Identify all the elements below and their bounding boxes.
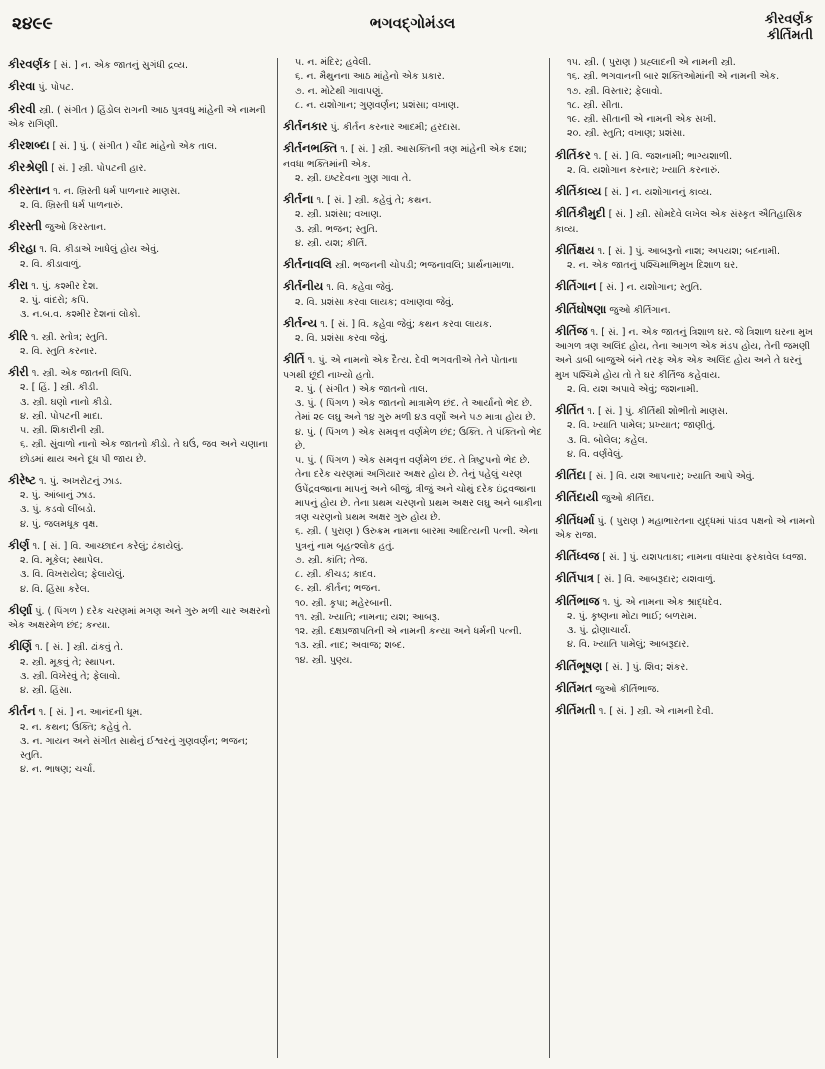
sense: ૧૯. સ્ત્રી. સીતાની એ નામની એક સખી. bbox=[567, 114, 717, 125]
headword: કીર્તિકૌમુદી bbox=[555, 206, 606, 221]
headword: કીરશ્રેણી bbox=[8, 160, 49, 175]
page-number: ૨૪૯૯ bbox=[12, 14, 53, 34]
sense: ૨. પું. કૃષ્ણના મોટા ભાઈ; બળરામ. bbox=[567, 610, 697, 622]
sense: ૨. વિ. યશોગાન કરનાર; ખ્યાતિ કરનારું. bbox=[567, 164, 721, 176]
entry-first-line bbox=[8, 78, 271, 95]
dictionary-entry bbox=[555, 467, 817, 484]
dictionary-entry bbox=[283, 351, 543, 668]
sense: ૨. સ્ત્રી. ઇષ્ટદેવના ગુણ ગાવા તે. bbox=[295, 172, 412, 184]
headword: કીર્તિદાયી bbox=[555, 490, 599, 505]
sense: ૧૩. સ્ત્રી. નાદ; અવાજ; શબ્દ. bbox=[295, 640, 406, 652]
dictionary-entry bbox=[555, 570, 817, 587]
dictionary-entry bbox=[8, 101, 271, 133]
sense: ૨. વિ. ખ્રિસ્તી ધર્મ પાળનારું. bbox=[20, 199, 124, 211]
headword: કીર્તનભક્તિ bbox=[283, 141, 338, 156]
headword: કીર્તિમતી bbox=[555, 703, 596, 717]
definition: [ સં. ] વિ. યશ આપનાર; ખ્યાતિ આપે એવું. bbox=[588, 471, 755, 482]
sense: ૪. વિ. ખ્યાતિ પામેલું; આબરૂદાર. bbox=[567, 639, 690, 651]
headword: કીરેષ્ટ bbox=[8, 472, 36, 487]
headword: કીર્ણા bbox=[8, 602, 33, 617]
dictionary-entry bbox=[555, 56, 817, 142]
sense: ૩. સ્ત્રી. ભજન; સ્તુતિ. bbox=[295, 223, 378, 235]
definition: ૧. [ સં. ] ન. આનંદની ધૂમ. bbox=[38, 707, 143, 719]
definition: [ સં. ] સ્ત્રી. સોમદેવે લખેલ એક સંસ્કૃત ઐતિહાસિક કાવ્ય. bbox=[555, 209, 803, 235]
headword: કીર્તિધર્મા bbox=[555, 512, 595, 527]
sense: ૧૫. સ્ત્રી. ( પુરાણ ) પ્રહ્લાદની એ નામની સ્ત્રી. bbox=[567, 57, 736, 68]
dictionary-entry bbox=[8, 472, 271, 532]
definition: [ સં. ] પું. શિવ; શંકર. bbox=[605, 661, 689, 673]
dictionary-entry bbox=[283, 278, 543, 310]
definition: [ સં. ] ન. યશોગાનનું કાવ્ય. bbox=[604, 187, 713, 198]
entry-first-line bbox=[8, 472, 271, 489]
sense: ૮. સ્ત્રી. કીચડ; કાદવ. bbox=[295, 569, 377, 580]
sense: ૨. ન. કથન; ઉક્તિ; કહેવું તે. bbox=[20, 721, 132, 733]
sense: ૩. સ્ત્રી. ઘણો નાનો કીડો. bbox=[20, 396, 113, 408]
entry-first-line bbox=[8, 602, 271, 634]
sense: ૨. વિ. પ્રશંસા કરવા લાયક; વખાણવા જેવું. bbox=[295, 296, 454, 308]
entry-first-line bbox=[555, 147, 817, 164]
entry-first-line bbox=[555, 467, 817, 484]
sense: ૨. વિ. પ્રશંસા કરવા જેવું. bbox=[295, 333, 389, 344]
entry-first-line bbox=[555, 570, 817, 587]
entry-first-line bbox=[8, 277, 271, 294]
headword: કીર્તિભાજ bbox=[555, 593, 600, 608]
headword: કીરસ્તી bbox=[8, 219, 42, 233]
dictionary-entry bbox=[8, 602, 271, 634]
definition: પું. ( પિંગળ ) દરેક ચરણમાં મગણ અને ગુરુ મળી ચાર અક્ષરનો એક અક્ષરમેળ છંદ; કન્યા. bbox=[8, 605, 271, 631]
dictionary-entry bbox=[283, 118, 543, 135]
entry-first-line bbox=[8, 240, 271, 257]
dictionary-entry bbox=[8, 537, 271, 597]
dictionary-entry bbox=[8, 218, 271, 235]
entry-first-line bbox=[8, 56, 271, 73]
headword: કીર્તનીય bbox=[283, 279, 324, 294]
dictionary-entry bbox=[8, 240, 271, 272]
sense: ૩. પું. ( પિંગળ ) એક જાતનો માત્રામેળ છંદ. તે આર્યાનો ભેદ છે. તેમાં ૨૯ લઘુ અને ૧૪ ગુરુ મળી ૪૩ વર્ણો અને ૫૭ માત્રા હોય છે. bbox=[295, 398, 536, 424]
dictionary-column-1 bbox=[8, 56, 271, 1061]
definition: ૧. [ સં. ] ન. એક જાતનું ત્રિશાળ ઘર. જે ત્રિશાળ ઘરના મુખ આગળ ત્રણ અલિંદ હોય, તેના આગળ એક મંડપ હોય, તેની જમણી અને ડાબી બાજુએ બંને તરફ એક એક અલિંદ હોય અને તે ઘરનું મુખ પશ્ચિમે હોય તો તે ઘર કીર્તિજ કહેવાય. bbox=[555, 326, 813, 381]
entry-first-line bbox=[555, 183, 817, 200]
definition: પું. ( પુરાણ ) મહાભારતના યુદ્ધમાં પાંડવ પક્ષનો એ નામનો એક રાજા. bbox=[555, 515, 815, 541]
sense: ૩. સ્ત્રી. વિખેરવું તે; ફેલાવો. bbox=[20, 670, 121, 682]
dictionary-entry bbox=[8, 703, 271, 777]
dictionary-entry bbox=[555, 512, 817, 544]
sense: ૪. ન. ભાષણ; ચર્ચા. bbox=[20, 764, 96, 776]
dictionary-entry bbox=[555, 242, 817, 274]
dictionary-entry bbox=[283, 256, 543, 273]
entry-first-line bbox=[555, 402, 817, 419]
entry-first-line bbox=[8, 182, 271, 199]
sense: ૧૦. સ્ત્રી. કૃપા; મહેરબાની. bbox=[295, 597, 393, 609]
headword: કીર્તન bbox=[8, 704, 36, 719]
sense: ૪. પું. જલમધૂક વૃક્ષ. bbox=[20, 518, 99, 530]
headword: કીર્ણિ bbox=[8, 639, 33, 654]
definition: સ્ત્રી. ( સંગીત ) હિંડોલ રાગની આઠ પુત્રવધુ માંહેની એ નામની એક રાગિણી. bbox=[8, 104, 266, 130]
entry-first-line bbox=[8, 328, 271, 345]
guide-word-last: કીર્તિમતી bbox=[767, 28, 813, 44]
sense: ૨. વિ. મૂકેલ; સ્થાપેલ. bbox=[20, 555, 104, 566]
definition: ૧. [ સં. ] સ્ત્રી. આસક્તિની ત્રણ માંહેની એક દશા; નવધા ભક્તિમાંની એક. bbox=[283, 144, 527, 170]
definition: ૧. [ સં. ] સ્ત્રી. એ નામની દેવી. bbox=[598, 706, 714, 717]
sense: ૨. વિ. સ્તુતિ કરનાર. bbox=[20, 345, 98, 357]
dictionary-entry bbox=[555, 489, 817, 506]
dictionary-entry bbox=[8, 56, 271, 73]
sense: ૨. પું. આંબાનું ઝાડ. bbox=[20, 490, 96, 501]
entry-first-line bbox=[555, 702, 817, 719]
sense: ૮. ન. યશોગાન; ગુણવર્ણન; પ્રશંસા; વખાણ. bbox=[295, 99, 460, 111]
page-header bbox=[0, 0, 825, 56]
dictionary-entry bbox=[283, 315, 543, 347]
definition: પું. પોપટ. bbox=[38, 82, 74, 94]
sense: ૬. સ્ત્રી. સુંવાળો નાનો એક જાતનો કીડો. તે ઘઉં, જવ અને ચણાના છોડમાં થાય અને દૂધ પી જાય છે. bbox=[20, 439, 268, 465]
headword: કીર્તનાવલિ bbox=[283, 257, 332, 271]
dictionary-column-2 bbox=[283, 56, 543, 1061]
headword: કીરી bbox=[8, 365, 29, 379]
definition: [ સં. ] પું. યશપતાકા; નામના વધારવા ફરકાવેલ ધ્વજા. bbox=[602, 552, 807, 563]
sense: ૨. વિ. કીડાવાળું. bbox=[20, 258, 82, 270]
entry-first-line bbox=[283, 278, 543, 295]
dictionary-entry bbox=[555, 593, 817, 653]
dictionary-column-3 bbox=[555, 56, 817, 1061]
sense: ૧૪. સ્ત્રી. પુણ્ય. bbox=[295, 654, 353, 666]
dictionary-entry bbox=[555, 323, 817, 397]
sense: ૨. પું. ( સંગીત ) એક જાતનો તાલ. bbox=[295, 383, 429, 395]
entry-first-line bbox=[8, 638, 271, 655]
sense: ૨. સ્ત્રી. મૂકવું તે; સ્થાપન. bbox=[20, 656, 116, 668]
dictionary-entry bbox=[8, 328, 271, 360]
sense: ૨. [ હિં. ] સ્ત્રી. કીડી. bbox=[20, 382, 99, 394]
definition: જુઓ કીર્તિગાન. bbox=[609, 304, 671, 316]
headword: કીરા bbox=[8, 277, 29, 292]
entry-first-line bbox=[283, 191, 543, 208]
entry-first-line bbox=[8, 137, 271, 154]
dictionary-entry bbox=[555, 183, 817, 200]
dictionary-entry bbox=[555, 301, 817, 318]
sense: ૧૨. સ્ત્રી. દક્ષપ્રજાપતિની એ નામની કન્યા અને ધર્મની પત્ની. bbox=[295, 626, 522, 637]
guide-word-first: કીરવર્ણક bbox=[764, 12, 813, 27]
guide-words bbox=[765, 12, 813, 45]
sense: ૬. ન. મૈથુનના આઠ માંહેનો એક પ્રકાર. bbox=[295, 71, 445, 83]
headword: કીરવી bbox=[8, 101, 36, 116]
definition: ૧. [ સં. ] સ્ત્રી. કહેવું તે; કથન. bbox=[316, 195, 432, 206]
dictionary-entry bbox=[555, 402, 817, 462]
entry-first-line bbox=[555, 489, 817, 506]
entry-first-line bbox=[555, 301, 817, 318]
dictionary-entry bbox=[8, 182, 271, 214]
sense: ૫. પું. ( પિંગળ ) એક સમવૃત્ત વર્ણમેળ છંદ. તે ત્રિષ્ટુપનો ભેદ છે. તેના દરેક ચરણમાં અગિયાર અક્ષર હોય છે. તેનું પહેલું ચરણ ઉપેંદ્રવજ્રાના માપનું અને બીજું, ત્રીજું અને ચોથું દરેક ઇંદ્રવજ્રાના માપનું હોય છે. તેના પ્રથમ ચરણનો પ્રથમ અક્ષર લઘુ અને બાકીના ત્રણ ચરણનો પ્રથમ અક્ષર ગુરુ હોય છે. bbox=[295, 455, 543, 523]
sense: ૨. પું. વાંદરો; કપિ. bbox=[20, 295, 89, 306]
headword: કીર્તનકાર bbox=[283, 119, 328, 133]
definition: ૧. પું. એ નામનો એક દૈત્ય. દેવી ભગવતીએ તેને પોતાના પગથી છૂંદી નાખ્યો હતો. bbox=[283, 355, 518, 381]
sense: ૫. સ્ત્રી. શિકારીની સ્ત્રી. bbox=[20, 425, 105, 436]
entry-first-line bbox=[283, 315, 543, 332]
sense: ૧૮. સ્ત્રી. સીતા. bbox=[567, 99, 624, 111]
entry-first-line bbox=[555, 680, 817, 697]
definition: [ સં. ] વિ. આબરૂદાર; યશવાળું. bbox=[597, 574, 716, 586]
entry-first-line bbox=[283, 256, 543, 273]
sense: ૪. વિ. હિંસા કરેલ. bbox=[20, 583, 90, 595]
headword: કીર્ણ bbox=[8, 537, 30, 552]
entry-first-line bbox=[555, 323, 817, 383]
headword: કીરવર્ણક bbox=[8, 57, 51, 71]
sense: ૧૭. સ્ત્રી. વિસ્તાર; ફેલાવો. bbox=[567, 85, 663, 97]
entry-first-line bbox=[8, 101, 271, 133]
sense: ૨. સ્ત્રી. પ્રશંસા; વખાણ. bbox=[295, 209, 382, 221]
headword: કીર્તિપાત્ર bbox=[555, 571, 594, 586]
headword: કીર્તિ bbox=[283, 352, 305, 367]
sense: ૫. ન. મંદિર; હવેલી. bbox=[295, 57, 372, 68]
dictionary-entry bbox=[8, 638, 271, 698]
definition: ૧. [ સં. ] વિ. કહેવા જેવું; કથન કરવા લાયક. bbox=[320, 318, 493, 330]
headword: કીર્તિઘોષણા bbox=[555, 301, 607, 316]
entry-first-line bbox=[8, 159, 271, 176]
definition: ૧. સ્ત્રી. સ્તોત્ર; સ્તુતિ. bbox=[30, 331, 108, 343]
entry-first-line bbox=[555, 658, 817, 675]
sense: ૩. વિ. વિખરાયેલ; ફેલાયેલું. bbox=[20, 569, 126, 581]
sense: ૩. પું. દ્રોણાચાર્ય. bbox=[567, 625, 631, 636]
definition: [ સં. ] પું. ( સંગીત ) ચૌદ માંહેનો એક તાલ. bbox=[52, 141, 218, 152]
headword: કીરહા bbox=[8, 241, 37, 256]
definition: ૧. [ સં. ] પું. કીર્તિથી શોભીતો માણસ. bbox=[587, 406, 729, 417]
headword: કીર્તિમત bbox=[555, 680, 593, 695]
sense: ૯. સ્ત્રી. કીર્તન; ભજન. bbox=[295, 583, 381, 595]
headword: કીર્તના bbox=[283, 192, 314, 206]
entry-first-line bbox=[8, 218, 271, 235]
entry-first-line bbox=[8, 537, 271, 554]
headword: કીર્તિભૂષણ bbox=[555, 658, 603, 673]
definition: ૧. [ સં. ] વિ. આચ્છાદન કરેલું; ઢંકાયેલું. bbox=[32, 540, 184, 552]
entry-first-line bbox=[555, 548, 817, 565]
definition: ૧. પું. અખરોટનું ઝાડ. bbox=[39, 475, 123, 487]
entry-first-line bbox=[555, 205, 817, 237]
definition: ૧. ન. ખ્રિસ્તી ધર્મ પાળનાર માણસ. bbox=[53, 185, 181, 197]
headword: કીરશબ્દા bbox=[8, 138, 50, 152]
sense: ૨. ન. એક જાતનું પશ્ચિમાભિમુખ દિશાળ ઘર. bbox=[567, 260, 739, 271]
headword: કીર્તિધ્વજ bbox=[555, 549, 600, 563]
dictionary-entry bbox=[283, 56, 543, 113]
sense: ૩. ન. ગાયન અને સંગીત સાથેનું ઈશ્વરનું ગુણવર્ણન; ભજન; સ્તુતિ. bbox=[20, 735, 249, 761]
definition: સ્ત્રી. ભજનની ચોપડી; ભજનાવલિ; પ્રાર્થનામાળા. bbox=[334, 260, 515, 271]
page-title: ભગવદ્ગોમંડલ bbox=[369, 14, 456, 32]
dictionary-entry bbox=[555, 658, 817, 675]
definition: [ સં. ] ન. યશોગાન; સ્તુતિ. bbox=[599, 282, 703, 294]
sense: ૪. સ્ત્રી. પોપટની માદા. bbox=[20, 410, 103, 422]
headword: કીર્તન્ય bbox=[283, 315, 318, 330]
definition: ૧. [ સં. ] સ્ત્રી. ઢાંકવું તે. bbox=[35, 642, 124, 654]
headword: કીર્તિક્ષય bbox=[555, 242, 595, 257]
headword: કીર્તિત bbox=[555, 403, 585, 417]
dictionary-entry bbox=[8, 137, 271, 154]
definition: [ સં. ] ન. એક જાતનું સુગંધી દ્રવ્ય. bbox=[53, 60, 189, 71]
entry-first-line bbox=[555, 278, 817, 295]
headword: કીર્તિકર bbox=[555, 147, 591, 162]
dictionary-entry bbox=[555, 278, 817, 295]
dictionary-entry bbox=[555, 680, 817, 697]
definition: ૧. સ્ત્રી. એક જાતની લિપિ. bbox=[31, 368, 132, 379]
definition: જુઓ કિરસ્તાન. bbox=[45, 222, 107, 233]
entry-first-line bbox=[283, 140, 543, 172]
headword: કીરવા bbox=[8, 79, 36, 94]
definition: ૧. [ સં. ] પું. આબરૂનો નાશ; અપયશ; બદનામી. bbox=[597, 245, 781, 257]
dictionary-entry bbox=[555, 548, 817, 565]
entry-first-line bbox=[283, 351, 543, 383]
sense: ૩. ન.બ.વ. કશ્મીર દેશનાં લોકો. bbox=[20, 309, 141, 321]
dictionary-entry bbox=[555, 147, 817, 179]
definition: પું. કીર્તન કરનાર આદમી; હરદાસ. bbox=[330, 122, 461, 133]
sense: ૪. વિ. વર્ણવેલું. bbox=[567, 448, 624, 460]
headword: કીર્તિગાન bbox=[555, 279, 597, 294]
dictionary-entry bbox=[555, 205, 817, 237]
definition: ૧. પું. કશ્મીર દેશ. bbox=[31, 280, 99, 292]
sense: ૪. પું. ( પિંગળ ) એક સમવૃત્ત વર્ણમેળ છંદ; ઉક્તિ. તે પંક્તિનો ભેદ છે. bbox=[295, 426, 542, 452]
sense: ૪. સ્ત્રી. યશ; કીર્તિ. bbox=[295, 237, 368, 249]
definition: ૧. વિ. કીડાએ ખાધેલું હોય એવું. bbox=[39, 244, 160, 256]
dictionary-entry bbox=[8, 364, 271, 467]
dictionary-entry bbox=[8, 159, 271, 176]
sense: ૭. ન. મોટેથી ગાવાપણું. bbox=[295, 85, 384, 97]
dictionary-entry bbox=[8, 78, 271, 95]
headword: કીર્તિદા bbox=[555, 468, 586, 482]
definition: [ સં. ] સ્ત્રી. પોપટની હાર. bbox=[51, 163, 147, 175]
sense: ૬. સ્ત્રી. ( પુરાણ ) ઉરુક્રમ નામના બારમા આદિત્યની પત્ની. એના પુત્રનું નામ બૃહત્શ્લોક હતું. bbox=[295, 526, 539, 552]
sense: ૩. વિ. બોલેલ; કહેલ. bbox=[567, 434, 648, 446]
dictionary-entry bbox=[8, 277, 271, 323]
entry-first-line bbox=[283, 118, 543, 135]
headword: કીર્તિજ bbox=[555, 323, 588, 338]
dictionary-entry bbox=[283, 191, 543, 251]
dictionary-entry bbox=[555, 702, 817, 719]
definition: ૧. પું. એ નામના એક શ્રાદ્ધદેવ. bbox=[602, 596, 723, 608]
sense: ૨૦. સ્ત્રી. સ્તુતિ; વખાણ; પ્રશંસા. bbox=[567, 128, 686, 140]
entry-first-line bbox=[555, 593, 817, 610]
sense: ૨. વિ. ખ્યાતિ પામેલ; પ્રખ્યાત; જાણીતું. bbox=[567, 420, 716, 432]
headword: કીરિ bbox=[8, 328, 28, 343]
definition: ૧. [ સં. ] વિ. જશનામી; ભાગ્યશાળી. bbox=[593, 150, 733, 162]
column-divider bbox=[277, 58, 278, 1058]
definition: જુઓ કીર્તિદા. bbox=[601, 493, 655, 505]
definition: ૧. વિ. કહેવા જેવું. bbox=[326, 282, 394, 294]
entry-first-line bbox=[555, 242, 817, 259]
dictionary-entry bbox=[283, 140, 543, 186]
sense: ૩. પું. કડવો લીંબડો. bbox=[20, 504, 96, 516]
definition: જુઓ કીર્તિભાજ. bbox=[595, 683, 660, 695]
sense: ૧૧. સ્ત્રી. ખ્યાતિ; નામના; યશ; આબરૂ. bbox=[295, 611, 440, 623]
entry-first-line bbox=[555, 512, 817, 544]
sense: ૭. સ્ત્રી. કાંતિ; તેજ. bbox=[295, 554, 368, 566]
sense: ૨. વિ. યશ અપાવે એવું; જશનામી. bbox=[567, 383, 699, 395]
sense: ૧૬. સ્ત્રી. ભગવાનની બાર શક્તિઓમાંની એ નામની એક. bbox=[567, 71, 780, 83]
entry-first-line bbox=[8, 364, 271, 381]
headword: કીર્તિકાવ્ય bbox=[555, 184, 602, 198]
headword: કીરસ્તાન bbox=[8, 182, 51, 197]
column-divider bbox=[549, 58, 550, 1058]
sense: ૪. સ્ત્રી. હિંસા. bbox=[20, 685, 72, 696]
entry-first-line bbox=[8, 703, 271, 720]
